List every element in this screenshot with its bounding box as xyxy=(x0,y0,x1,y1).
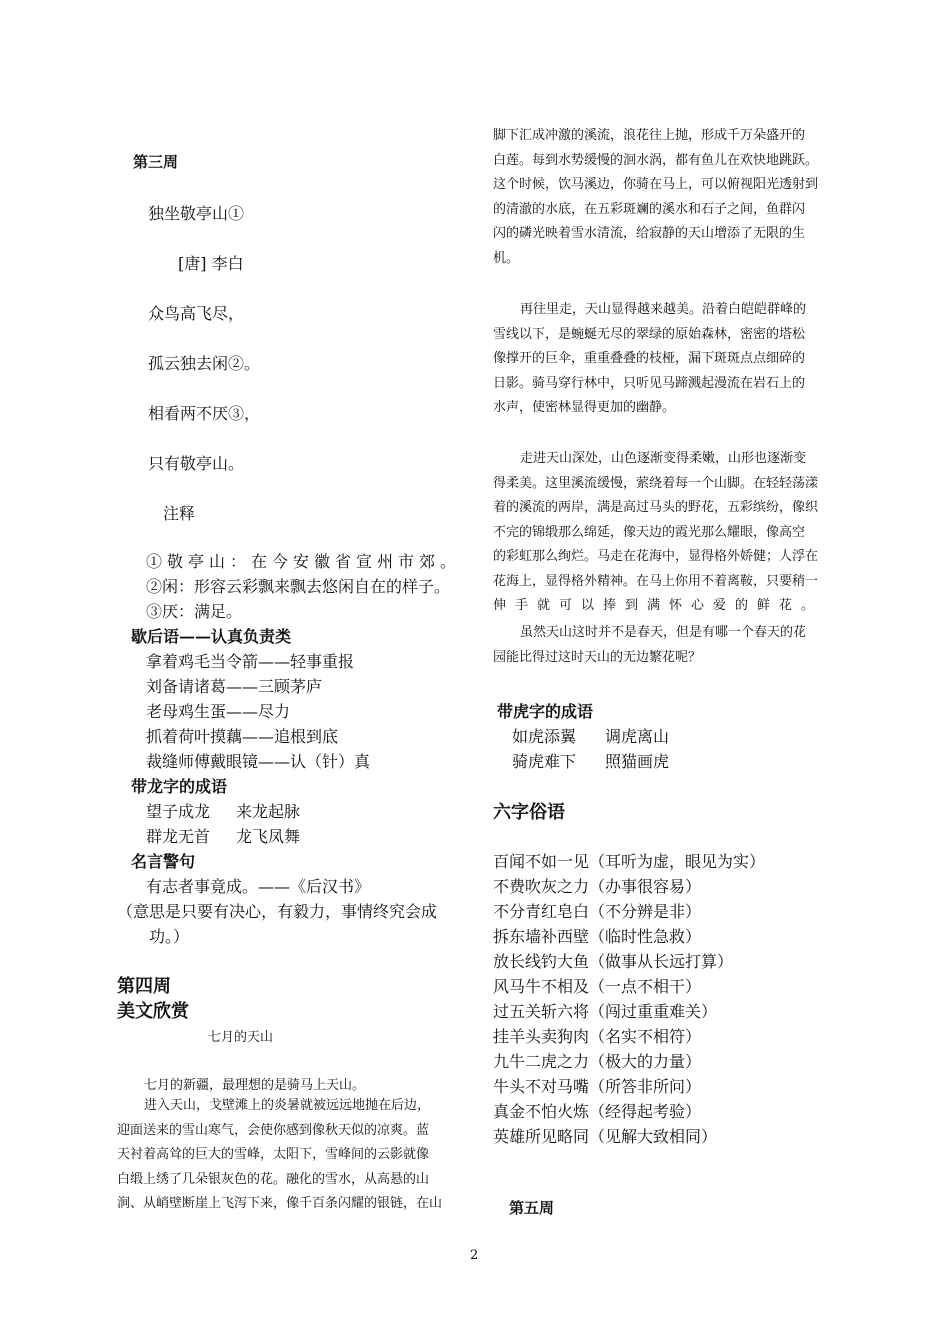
proverb-item: 风马牛不相及（一点不相干） xyxy=(493,977,702,996)
essay-paragraph-2: 进入天山，戈壁滩上的炎暑就被远远地抛在后边， 迎面送来的雪山寒气，会使你感到像秋天似的凉爽。蓝 天衬着高耸的巨大的雪峰，太阳下，雪峰间的云影就像 白缎上绣了几朵银灰色的花。融化的雪水，从高悬的山 涧、从峭壁断崖上飞泻下来，像千百条闪耀的银链，在山 xyxy=(117,1098,443,1211)
quote-heading: 名言警句 xyxy=(131,852,196,871)
idiom: 望子成龙 xyxy=(146,802,211,821)
essay-heading: 美文欣赏 xyxy=(117,1001,189,1022)
xiehouyu-item: 刘备请诸葛——三顾茅庐 xyxy=(146,677,323,696)
quote-explain-cont: 功。） xyxy=(149,927,190,946)
proverb-item: 牛头不对马嘴（所答非所问） xyxy=(493,1077,702,1096)
idiom: 来龙起脉 xyxy=(236,802,301,821)
note-2: ②闲：形容云彩飘来飘去悠闲自在的样子。 xyxy=(146,577,451,596)
essay-paragraph-3: 脚下汇成冲激的溪流，浪花往上抛，形成千万朵盛开的 白莲。每到水势缓慢的洄水涡，都有鱼儿在欢快地跳跃。 这个时候，饮马溪边，你骑在马上，可以俯视阳光透射到 的清澈的水底，在五彩斑斓的溪水和石子之间，鱼群闪 闪的磷光映着雪水清流，给寂静的天山增添了无限的生 机。 xyxy=(493,128,819,266)
poem-line: 相看两不厌③， xyxy=(148,404,261,423)
notes-heading: 注释 xyxy=(163,504,196,523)
proverb-item: 放长线钓大鱼（做事从长远打算） xyxy=(493,952,734,971)
proverb-item: 真金不怕火炼（经得起考验） xyxy=(493,1102,702,1121)
poem-author: [唐] 李白 xyxy=(178,254,244,273)
essay-title: 七月的天山 xyxy=(208,1030,274,1045)
proverb-item: 百闻不如一见（耳听为虚，眼见为实） xyxy=(493,852,766,871)
xiehouyu-item: 裁缝师傅戴眼镜——认（针）真 xyxy=(146,752,371,771)
note-3: ③厌：满足。 xyxy=(146,602,243,621)
poem-line: 众鸟高飞尽， xyxy=(148,304,245,323)
idiom: 调虎离山 xyxy=(605,727,670,746)
proverb-item: 过五关斩六将（闯过重重难关） xyxy=(493,1002,718,1021)
quote-text: 有志者事竟成。——《后汉书》 xyxy=(146,877,371,896)
poem-title: 独坐敬亭山① xyxy=(148,204,245,223)
proverb-item: 九牛二虎之力（极大的力量） xyxy=(493,1052,702,1071)
xiehouyu-item: 老母鸡生蛋——尽力 xyxy=(146,702,291,721)
essay-paragraph-6: 虽然天山这时并不是春天，但是有哪一个春天的花 园能比得过这时天山的无边繁花呢？ xyxy=(493,625,807,665)
proverbs-heading: 六字俗语 xyxy=(493,802,565,823)
idiom: 群龙无首 xyxy=(146,827,211,846)
idiom: 照猫画虎 xyxy=(605,752,670,771)
xiehouyu-heading: 歇后语——认真负责类 xyxy=(131,627,292,646)
xiehouyu-item: 拿着鸡毛当令箭——轻事重报 xyxy=(146,652,355,671)
idiom: 骑虎难下 xyxy=(512,752,577,771)
idiom: 龙飞凤舞 xyxy=(236,827,301,846)
page-number: 2 xyxy=(470,1248,479,1263)
proverb-item: 英雄所见略同（见解大致相同） xyxy=(493,1127,718,1146)
note-1: ①敬亭山：在今安徽省宣州市郊。 xyxy=(146,552,462,571)
poem-line: 孤云独去闲②。 xyxy=(148,354,261,373)
poem-line: 只有敬亭山。 xyxy=(148,454,245,473)
proverb-item: 不分青红皂白（不分辨是非） xyxy=(493,902,702,921)
idiom: 如虎添翼 xyxy=(512,727,577,746)
quote-explain: （意思是只要有决心，有毅力，事情终究会成 xyxy=(117,902,438,921)
essay-paragraph-5: 走进天山深处，山色逐渐变得柔嫩，山形也逐渐变 得柔美。这里溪流缓慢，萦绕着每一个山脚。在轻轻荡漾 着的溪流的两岸，满是高过马头的野花，五彩缤纷，像织 不完的锦缎那么绵延，像天边的霞光那么耀眼，像高空 的彩虹那么绚烂。马走在花海中，显得格外娇健；人浮在 花海上，显得格外精神。在马上你用不着离鞍，只要稍一 伸手就可以捧到满怀心爱的鲜花。 xyxy=(493,451,824,613)
week3-heading: 第三周 xyxy=(133,153,179,171)
essay-paragraph-4: 再往里走，天山显得越来越美。沿着白皑皑群峰的 雪线以下，是蜿蜒无尽的翠绿的原始森林，密密的塔松 像撑开的巨伞，重重叠叠的枝桠，漏下斑斑点点细碎的 日影。骑马穿行林中，只听见马蹄溅起漫流在岩石上的 水声，使密林显得更加的幽静。 xyxy=(493,302,807,415)
xiehouyu-item: 抓着荷叶摸藕——追根到底 xyxy=(146,727,339,746)
week5-heading: 第五周 xyxy=(509,1199,555,1217)
proverb-item: 不费吹灰之力（办事很容易） xyxy=(493,877,702,896)
tiger-heading: 带虎字的成语 xyxy=(497,702,594,721)
week4-heading: 第四周 xyxy=(117,976,171,997)
dragon-heading: 带龙字的成语 xyxy=(131,777,228,796)
proverb-item: 拆东墙补西壁（临时性急救） xyxy=(493,927,702,946)
essay-paragraph-1: 七月的新疆，最理想的是骑马上天山。 xyxy=(144,1078,366,1093)
proverb-item: 挂羊头卖狗肉（名实不相符） xyxy=(493,1027,702,1046)
